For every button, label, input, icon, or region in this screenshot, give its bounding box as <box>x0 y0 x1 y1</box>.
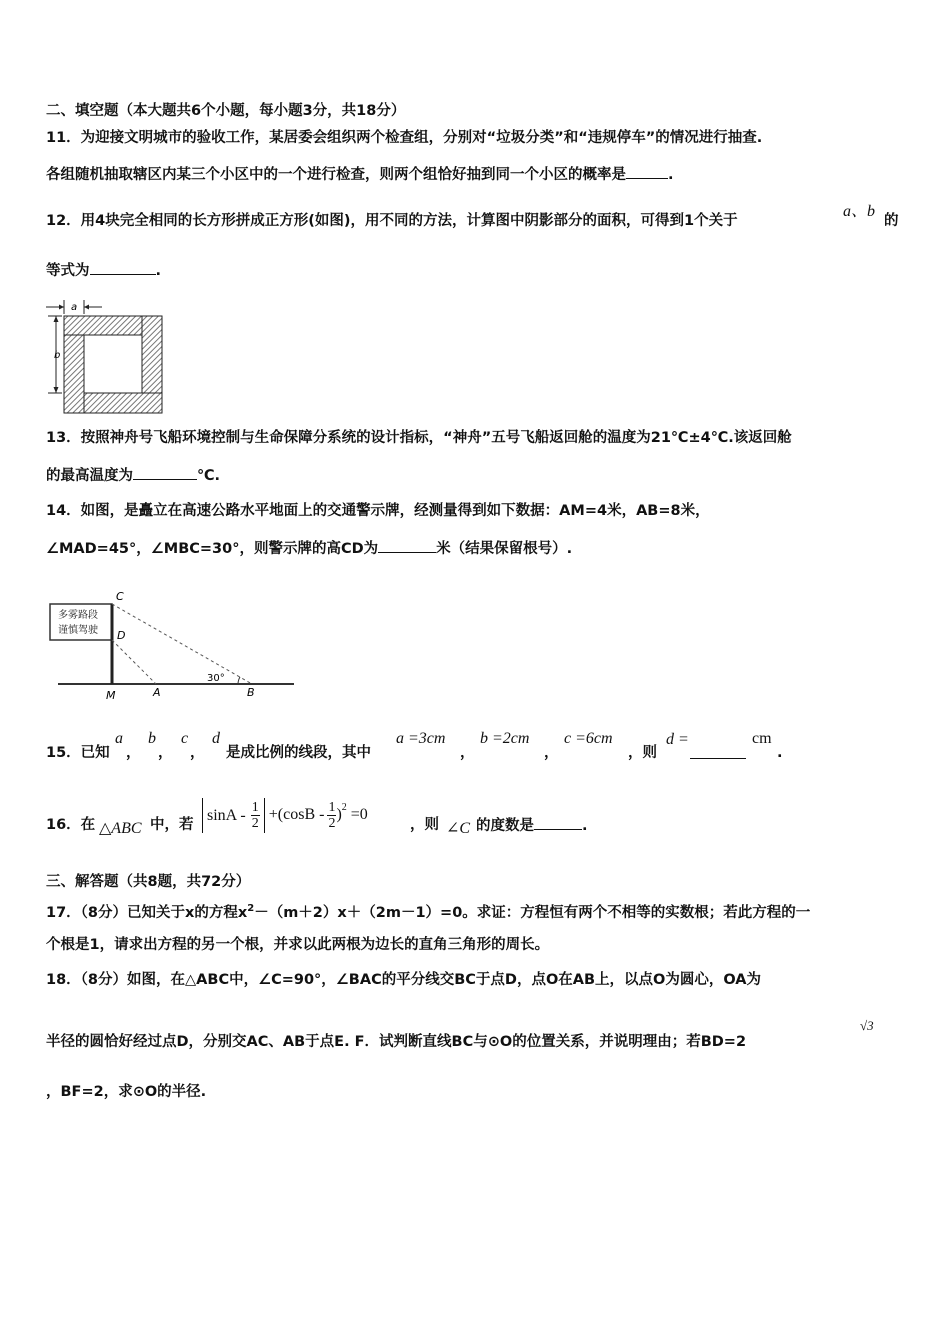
q15-var-b: b <box>148 730 156 747</box>
q14-text-end: 米（结果保留根号）. <box>436 541 573 557</box>
q11-text: 各组随机抽取辖区内某三个小区中的一个进行检查，则两个组恰好抽到同一个小区的概率是 <box>46 167 626 183</box>
q15-comma-2: ， <box>158 745 173 761</box>
q15-mid: 是成比例的线段，其中 <box>226 745 371 761</box>
q11-answer-blank <box>626 164 668 179</box>
q15-var-a: a <box>115 730 123 747</box>
q15-comma-1: ， <box>126 745 141 761</box>
q12-vars: a、b <box>843 203 876 220</box>
q13-line1: 13．按照神舟号飞船环境控制与生命保障分系统的设计指标，“神舟”五号飞船返回舱的温度为21℃±4℃.该返回舱 <box>46 430 792 446</box>
q18-line1: 18．（8分）如图，在△ABC中，∠C=90°，∠BAC的平分线交BC于点D，点O在AB上，以点O为圆心，OA为 <box>46 972 762 988</box>
q16-mid: 中，若 <box>150 817 194 833</box>
q12-end: . <box>155 263 162 279</box>
q12-line1 <box>46 211 738 231</box>
sign-text-2: 谨慎驾驶 <box>58 625 98 636</box>
q16-tail <box>476 815 588 836</box>
q16-triangle: △ABC <box>99 820 142 837</box>
q13-answer-blank <box>133 465 197 480</box>
q14-line2 <box>46 538 572 559</box>
q16-plus: +(cosB - <box>268 806 325 823</box>
q15-a-eq: a =3cm <box>396 730 446 747</box>
q16-answer-blank <box>534 815 582 830</box>
q14-line1: 14．如图，是矗立在高速公路水平地面上的交通警示牌，经测量得到如下数据：AM=4米，AB=8米， <box>46 503 710 519</box>
q15-b-eq: b =2cm <box>480 730 530 747</box>
label-D: D <box>117 629 126 642</box>
q15-var-c: c <box>181 730 189 747</box>
label-A: A <box>153 686 161 699</box>
q15-c-eq: c =6cm <box>564 730 613 747</box>
q16-half-2 <box>327 800 336 831</box>
q15-var-d: d <box>212 730 220 747</box>
q12-answer-blank <box>90 260 156 275</box>
q11-line2 <box>46 164 674 185</box>
q17-text-b: －（m＋2）x＋（2m－1）=0。求证：方程恒有两个不相等的实数根；若此方程的一 <box>254 904 811 921</box>
q15-end: . <box>777 745 783 761</box>
label-C: C <box>116 590 124 603</box>
q16-half-1 <box>251 800 260 831</box>
q16-end: . <box>582 818 588 834</box>
q16-prefix: 16．在 <box>46 817 96 833</box>
q12-square-figure <box>42 296 170 416</box>
q16-half-2-num: 1 <box>328 799 336 815</box>
q16-half-1-den: 2 <box>251 815 259 831</box>
q18-line2: 半径的圆恰好经过点D，分别交AC、AB于点E. F．试判断直线BC与⊙O的位置关系，并说明理由；若BD=2 <box>46 1034 747 1050</box>
line-CB <box>112 604 252 684</box>
q16-abs-term <box>202 798 265 833</box>
q16-half-1-num: 1 <box>251 799 259 815</box>
q16-eq0: =0 <box>350 806 368 823</box>
q16-equation <box>202 790 368 840</box>
q15-answer-blank <box>690 744 746 759</box>
line-DA <box>112 640 156 684</box>
q16-then: ，则 <box>410 817 439 833</box>
q16-sin: sinA - <box>207 806 246 824</box>
q15-d-eq: d = <box>666 731 689 748</box>
fig-label-b: b <box>54 350 61 361</box>
q17-line1 <box>46 899 810 923</box>
q15-comma-3: ， <box>190 745 205 761</box>
q11-line1: 11．为迎接文明城市的验收工作，某居委会组织两个检查组，分别对“垃圾分类”和“违规停车”的情况进行抽查. <box>46 130 763 146</box>
q12-de: 的 <box>884 213 899 229</box>
q15-comma-4: ， <box>460 745 475 761</box>
sign-text-1: 多雾路段 <box>58 610 98 621</box>
inner-square <box>84 335 142 393</box>
q12-text2: 等式为 <box>46 263 90 279</box>
label-M: M <box>106 689 116 702</box>
q15-comma-5: ， <box>544 745 559 761</box>
q14-text: ∠MAD=45°，∠MBC=30°，则警示牌的高CD为 <box>46 541 379 557</box>
q12-line2 <box>46 260 161 281</box>
q13-unit: ℃. <box>197 468 221 484</box>
q14-answer-blank <box>378 538 436 553</box>
q11-end: . <box>668 167 674 183</box>
q17-exp: 2 <box>247 903 255 914</box>
q13-line2 <box>46 465 220 486</box>
section-3-title: 三、解答题（共8题，共72分） <box>46 874 251 890</box>
q18-sqrt3: √3 <box>860 1018 874 1033</box>
q16-close-paren: ) <box>336 806 342 823</box>
q15-prefix: 15．已知 <box>46 745 110 761</box>
q15-then: ，则 <box>628 745 657 761</box>
q16-half-2-den: 2 <box>328 815 336 831</box>
q16-angle: ∠C <box>446 820 471 837</box>
q17-line2: 个根是1，请求出方程的另一个根，并求以此两根为边长的直角三角形的周长。 <box>46 937 550 953</box>
q16-exponent: 2 <box>341 801 347 813</box>
q15-unit: cm <box>752 730 772 747</box>
q17-text-a: 17．（8分）已知关于x的方程x <box>46 904 248 921</box>
fig-label-a: a <box>71 302 78 313</box>
q16-tail-text: 的度数是 <box>476 818 534 834</box>
label-B: B <box>247 686 255 699</box>
q13-text: 的最高温度为 <box>46 468 133 484</box>
q18-line3: ，BF=2，求⊙O的半径. <box>46 1084 207 1100</box>
section-2-title: 二、填空题（本大题共6个小题，每小题3分，共18分） <box>46 103 406 119</box>
q14-sign-figure <box>44 586 300 706</box>
q12-text: 12．用4块完全相同的长方形拼成正方形(如图)，用不同的方法，计算图中阴影部分的面积，可得到1个关于 <box>46 213 738 229</box>
label-30deg: 30° <box>207 673 225 684</box>
